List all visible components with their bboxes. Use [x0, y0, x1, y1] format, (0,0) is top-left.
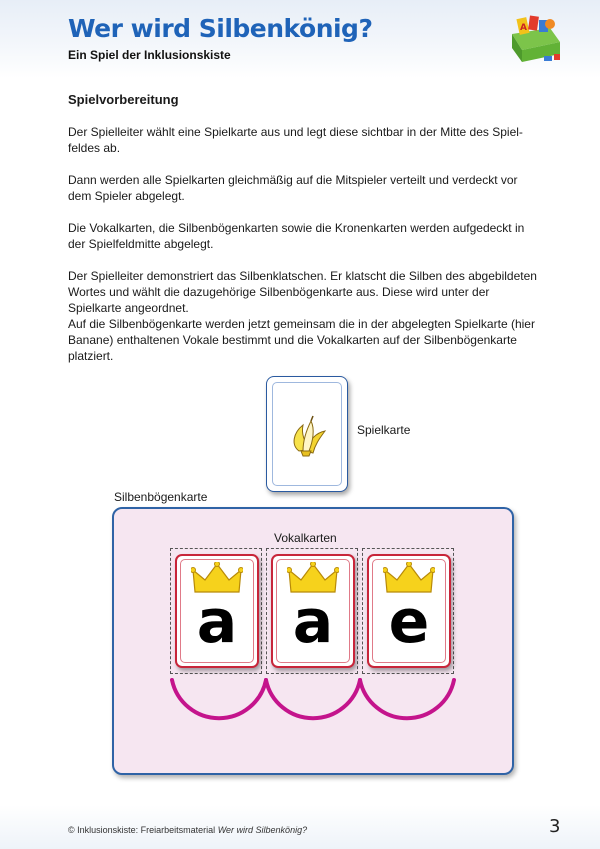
spielkarte-card — [266, 376, 348, 492]
vowel-card-1 — [175, 554, 259, 668]
footer-copyright — [68, 825, 307, 835]
footer-copyright-text: © Inklusionskiste: Freiarbeitsmaterial — [68, 825, 216, 835]
syllable-arc-3 — [360, 680, 454, 718]
vowel-letter: e — [388, 587, 430, 657]
paragraph-4: Der Spielleiter demonstriert das Silbenklatschen. Er klatscht die Silben des abgebildeten Wortes und wählt die dazugehörige Silbenbögenkarte aus. Diese wird unter der Spielkarte angeordnet. — [68, 269, 537, 315]
paragraph-5: Auf die Silbenbögenkarte werden jetzt gemeinsam die in der abgelegten Spielkarte (hier Banane) enthaltenen Vokale bestimmt und die Vokalkarten auf der Silbenbögenkarte platziert. — [68, 317, 535, 363]
syllable-arcs-icon — [160, 676, 460, 736]
footer-title: Wer wird Silbenkönig? — [217, 825, 308, 835]
vowel-card-2 — [271, 554, 355, 668]
paragraph-3: Die Vokalkarten, die Silbenbögenkarten sowie die Kronenkarten werden aufgedeckt in der Spielfeldmitte abgelegt. — [68, 221, 525, 251]
page-number: 3 — [549, 816, 561, 837]
vowel-letter: a — [292, 587, 334, 657]
paragraph-2: Dann werden alle Spielkarten gleichmäßig auf die Mitspieler verteilt und verdeckt vor dem Spieler abgelegt. — [68, 173, 518, 203]
section-heading: Spielvorbereitung — [68, 92, 179, 107]
banana-icon — [281, 411, 333, 457]
svg-text:A: A — [520, 23, 527, 33]
syllable-arc-1 — [172, 680, 266, 718]
paragraph-1: Der Spielleiter wählt eine Spielkarte aus und legt diese sichtbar in der Mitte des Spiel-feldes ab. — [68, 125, 523, 155]
vowel-card-3 — [367, 554, 451, 668]
page-subtitle: Ein Spiel der Inklusionskiste — [68, 48, 231, 62]
toy-box-logo-icon — [506, 12, 566, 66]
vokalkarten-label: Vokalkarten — [274, 531, 337, 545]
board-label: Silbenbögenkarte — [114, 490, 208, 504]
page-title: Wer wird Silbenkönig? — [68, 14, 373, 43]
spielkarte-label: Spielkarte — [357, 423, 411, 437]
syllable-arc-2 — [266, 680, 360, 718]
vowel-letter: a — [196, 587, 238, 657]
